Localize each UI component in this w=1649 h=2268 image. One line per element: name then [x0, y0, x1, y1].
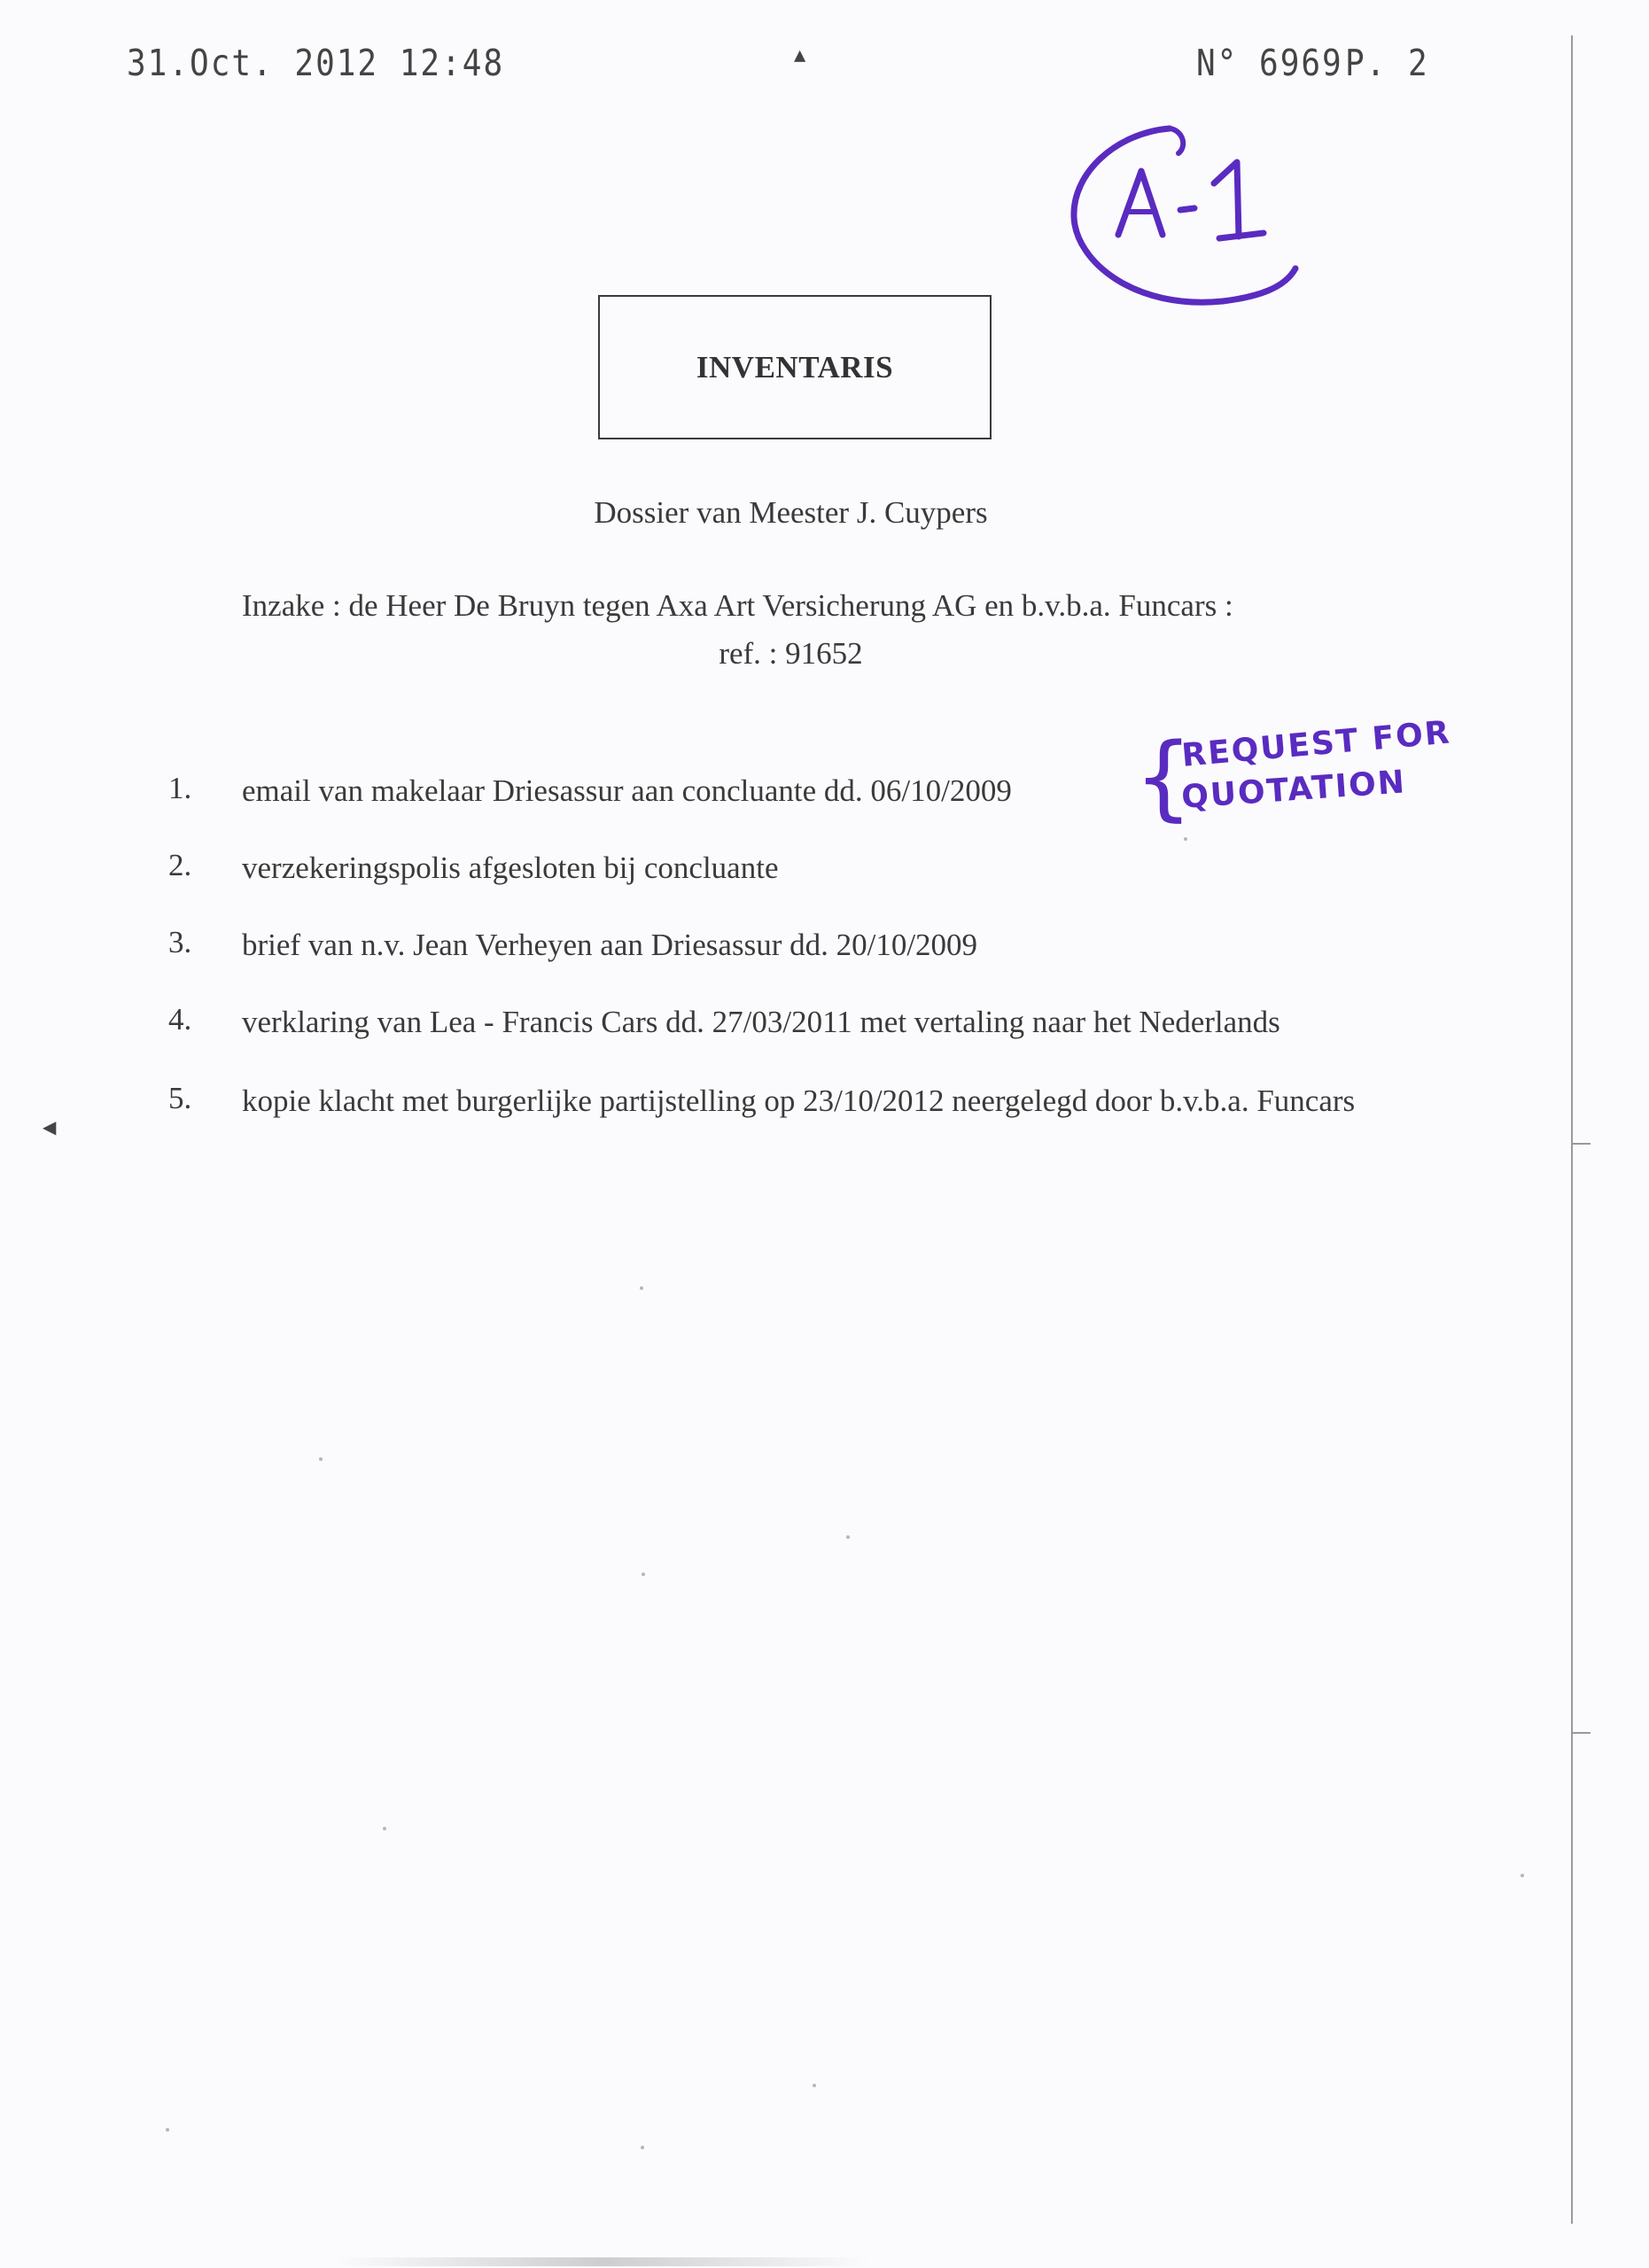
handwritten-annotation: [1134, 714, 1453, 850]
scan-speck: [1521, 1874, 1524, 1877]
list-item-number: 4.: [168, 1002, 192, 1037]
scan-edge-tick: [1571, 1143, 1591, 1145]
list-item-number: 3.: [168, 925, 192, 959]
fax-date-time: 31.Oct. 2012 12:48: [127, 43, 505, 85]
brace-icon: {: [1134, 723, 1194, 831]
handwritten-a1-stamp: [1063, 120, 1303, 319]
reference-line: ref. : 91652: [719, 636, 863, 671]
fax-header: [0, 43, 1649, 87]
scan-speck: [319, 1457, 323, 1461]
title-box: [598, 295, 992, 439]
fax-page-number: P. 2: [1345, 43, 1429, 85]
scan-edge-line: [1571, 35, 1573, 2224]
scan-edge-tick: [1571, 1732, 1591, 1734]
scan-speck: [383, 1827, 386, 1830]
scan-speck: [640, 1286, 643, 1290]
inzake-line: Inzake : de Heer De Bruyn tegen Axa Art Versicherung AG en b.v.b.a. Funcars :: [242, 588, 1233, 623]
list-item-number: 2.: [168, 848, 192, 882]
list-item-text: verzekeringspolis afgesloten bij concluante: [242, 850, 779, 885]
list-item-text: verklaring van Lea - Francis Cars dd. 27/03/2011 met vertaling naar het Nederlands: [242, 1005, 1280, 1039]
scan-speck: [813, 2084, 816, 2087]
list-item-text: brief van n.v. Jean Verheyen aan Driesassur dd. 20/10/2009: [242, 928, 978, 962]
scan-speck: [166, 2128, 169, 2132]
scan-speck: [641, 2146, 644, 2149]
document-title: INVENTARIS: [696, 349, 894, 384]
list-item-text: email van makelaar Driesassur aan concluante dd. 06/10/2009: [242, 773, 1012, 808]
list-item-text: kopie klacht met burgerlijke partijstelling op 23/10/2012 neergelegd door b.v.b.a. Funcars: [242, 1084, 1356, 1118]
annotation-line-2: QUOTATION: [1180, 764, 1408, 816]
list-item-number: 1.: [168, 771, 192, 805]
left-arrow-marker-icon: ◀: [43, 1116, 57, 1138]
fax-number: N° 6969: [1196, 43, 1343, 85]
fax-marker-icon: ▲: [794, 44, 808, 66]
scan-speck: [1184, 837, 1187, 841]
scan-smudge: [337, 2257, 868, 2266]
annotation-line-1: REQUEST FOR: [1180, 714, 1453, 774]
dossier-line: Dossier van Meester J. Cuypers: [594, 495, 988, 530]
scan-speck: [642, 1573, 645, 1576]
scan-speck: [846, 1535, 850, 1539]
list-item-number: 5.: [168, 1081, 192, 1115]
